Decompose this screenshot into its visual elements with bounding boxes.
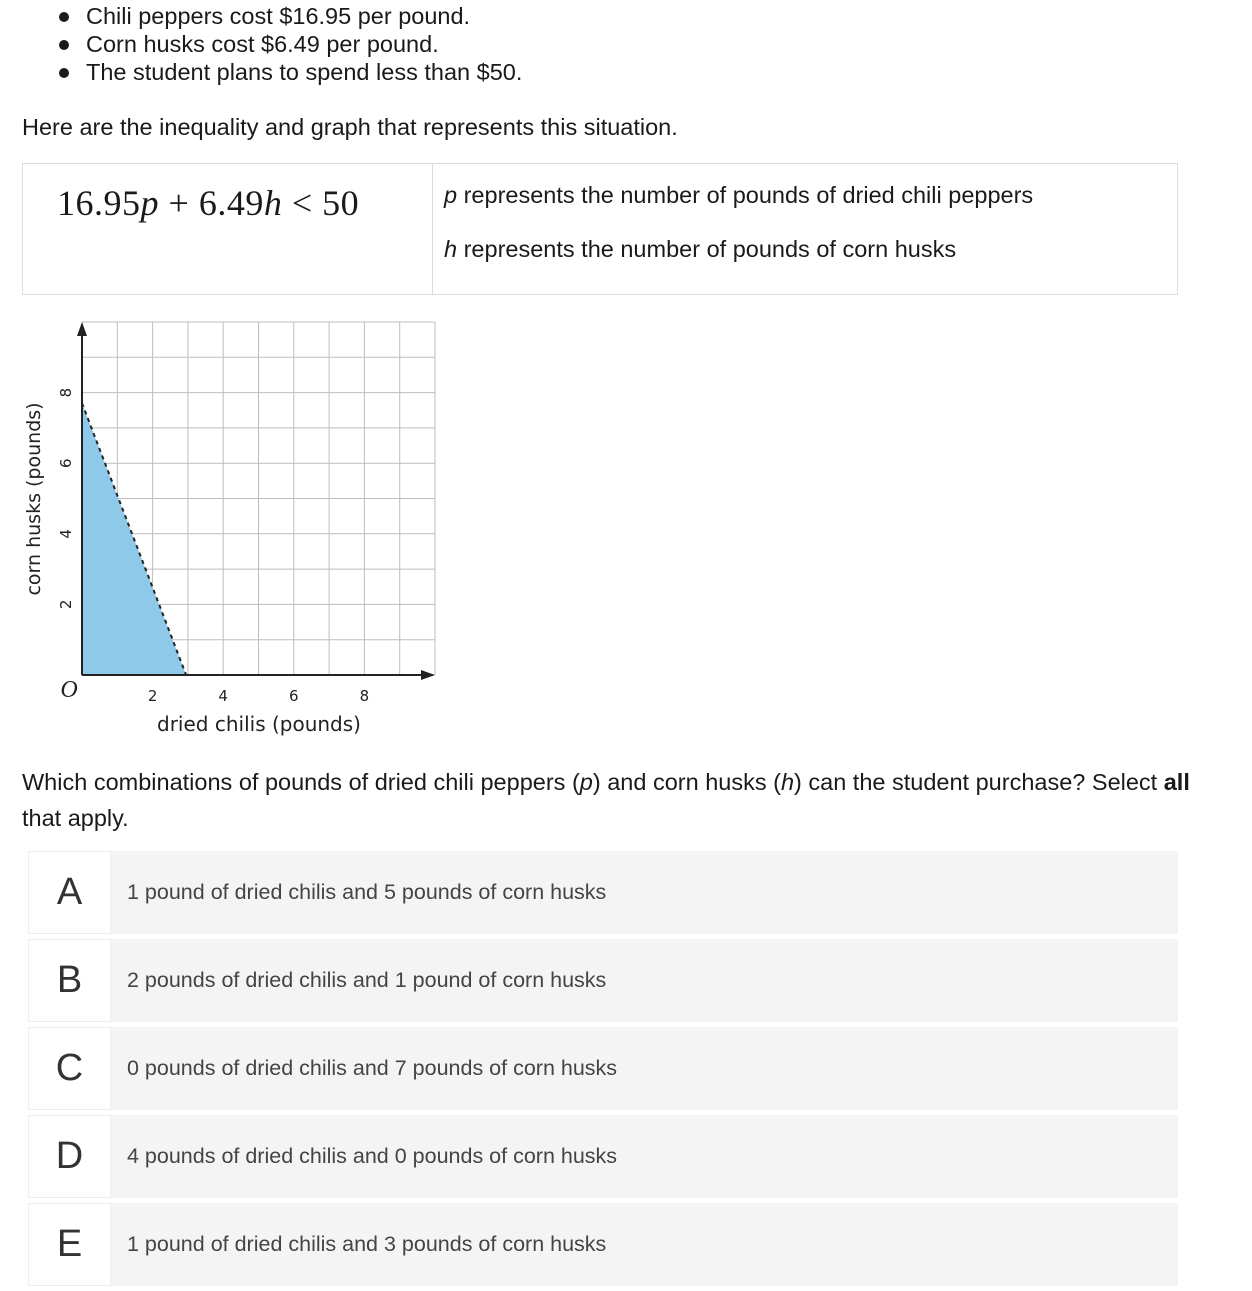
question-part: ) and corn husks ( — [592, 769, 781, 795]
coef-p: 16.95 — [57, 183, 141, 223]
x-tick-label: 4 — [218, 687, 228, 705]
bullet-item — [54, 30, 522, 58]
choice-text[interactable]: 4 pounds of dried chilis and 0 pounds of corn husks — [111, 1115, 1178, 1198]
y-tick-label: 4 — [57, 529, 75, 539]
choice-text[interactable]: 0 pounds of dried chilis and 7 pounds of corn husks — [111, 1027, 1178, 1110]
bullet-text: Chili peppers cost $16.95 per pound. — [86, 3, 471, 29]
choice-letter[interactable]: B — [28, 939, 111, 1022]
choice-d[interactable] — [28, 1115, 1178, 1198]
definition-var: p — [444, 182, 458, 208]
choice-text[interactable]: 2 pounds of dried chilis and 1 pound of corn husks — [111, 939, 1178, 1022]
inequality-table — [22, 163, 1178, 295]
choice-a[interactable] — [28, 851, 1178, 934]
question-var: h — [780, 769, 795, 795]
bullet-dot-icon — [59, 68, 69, 78]
choice-c[interactable] — [28, 1027, 1178, 1110]
var-p: p — [140, 183, 159, 223]
x-tick-labels — [148, 687, 369, 705]
choice-text[interactable]: 1 pound of dried chilis and 5 pounds of corn husks — [111, 851, 1178, 934]
y-axis-label: corn husks (pounds) — [23, 402, 45, 596]
question-part: that apply. — [22, 805, 129, 831]
intro-text: Here are the inequality and graph that represents this situation. — [22, 114, 678, 140]
definitions-cell — [433, 164, 1177, 294]
x-tick-label: 8 — [359, 687, 370, 705]
definition-text: represents the number of pounds of dried chili peppers — [457, 182, 1034, 208]
y-tick-labels — [57, 388, 75, 609]
answer-choices — [28, 851, 1178, 1291]
x-tick-label: 6 — [289, 687, 299, 705]
plus-sign: + — [168, 183, 190, 223]
bullet-dot-icon — [59, 12, 69, 22]
question-emphasis: all — [1163, 769, 1190, 795]
choice-letter[interactable]: A — [28, 851, 111, 934]
inequality-formula — [57, 182, 359, 224]
inequality-cell — [23, 164, 433, 294]
y-tick-label: 2 — [57, 599, 75, 610]
rhs-value: 50 — [322, 183, 360, 223]
definition-h — [444, 234, 956, 264]
bullet-text: The student plans to spend less than $50. — [86, 59, 523, 85]
choice-e[interactable] — [28, 1203, 1178, 1286]
choice-text[interactable]: 1 pound of dried chilis and 3 pounds of corn husks — [111, 1203, 1178, 1286]
bullet-dot-icon — [59, 40, 69, 50]
definition-text: represents the number of pounds of corn husks — [457, 236, 957, 262]
y-tick-label: 8 — [57, 387, 75, 398]
y-tick-label: 6 — [57, 458, 75, 468]
choice-b[interactable] — [28, 939, 1178, 1022]
choice-letter[interactable]: C — [28, 1027, 111, 1110]
choice-letter[interactable]: E — [28, 1203, 111, 1286]
choice-letter[interactable]: D — [28, 1115, 111, 1198]
origin-label: O — [60, 677, 78, 703]
question-part: ) can the student purchase? Select — [794, 769, 1164, 795]
definition-var: h — [444, 236, 458, 262]
x-axis-label: dried chilis (pounds) — [157, 712, 361, 736]
relation-sign: < — [291, 183, 313, 223]
x-tick-label: 2 — [147, 687, 158, 705]
var-h: h — [263, 183, 283, 223]
question-part: Which combinations of pounds of dried chili peppers ( — [22, 769, 580, 795]
coef-h: 6.49 — [198, 183, 264, 223]
definition-p — [444, 180, 1033, 210]
bullet-item — [54, 58, 522, 86]
question-var: p — [579, 769, 593, 795]
inequality-graph — [0, 300, 460, 750]
bullet-item — [54, 2, 522, 30]
bullet-text: Corn husks cost $6.49 per pound. — [86, 31, 439, 57]
bullet-list — [54, 2, 522, 86]
question-text — [22, 764, 1202, 836]
